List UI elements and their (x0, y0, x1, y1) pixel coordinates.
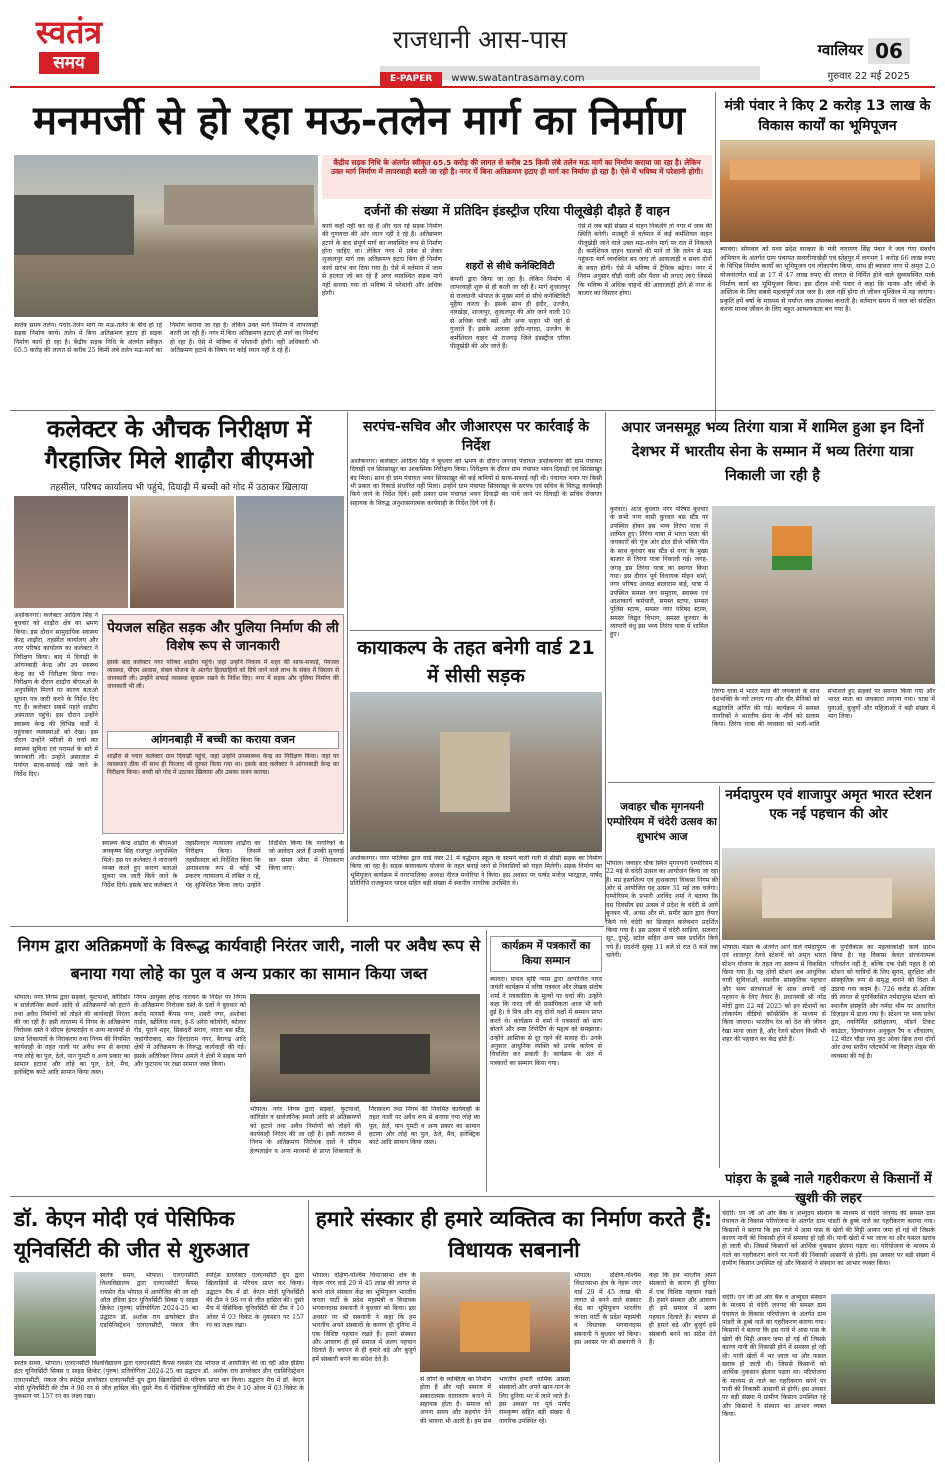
pandra-body-col (722, 1294, 826, 1460)
masthead (0, 0, 945, 86)
lead-body-col3a (450, 223, 570, 405)
collector-photo-1 (14, 496, 128, 608)
tiranga-rule (608, 782, 935, 783)
lead-headline: मनमर्जी से हो रहा मऊ-तलेन मार्ग का निर्माण (33, 98, 685, 144)
sanskar-headline: हमारे संस्कार ही हमारे व्यक्तित्व का निर्माण करते हैं: विधायक सबनानी (315, 1207, 713, 1262)
tiranga-body2: तिरंगा यात्रा में भारत माता की जयकारों के साथ देशभक्ति के नारे लगाए गए और वीर सैनिकों को श्रद्धांजलि अर्पित की गई। कार्यक्रम में समस्त नागरिकों ने भारतीय सेना के शौर्य को सलाम किया। तिरंगा यात्रा की व्यवस्था को भली-भांति संभालते हुए सड़कों पर स्वागत किया गया और भारत माता का जयकारा लगाया गया। यात्रा में युवाओं, बुजुर्गों और महिलाओं ने बड़ी संख्या में भाग लिया। (712, 688, 935, 729)
sanskar-body3-text: भोपाल। दक्षिण-पश्चिम विधानसभा क्षेत्र के नेहरू नगर वार्ड 29 में 45 लाख की लागत से बनने वाले संस्कार केंद्र का भूमिपूजन भारतीय जनता पार्टी के प्रदेश महामंत्री व विधायक भगवानदास सबनानी ने बुधवार को किया। इस अवसर पर श्री सबनानी ने कहा कि हम भारतीय अपने संस्कारों के कारण ही दुनिया में एक विशिष्ट पहचान रखते हैं। हमारे संस्कार और आचरण ही हमें समाज में अलग पहचान दिलाते हैं। बचपन से ही हमारे बड़े और बुजुर्ग हमें संस्कारी बनने का संदेश देते हैं। (574, 1272, 716, 1346)
city-label: ग्वालियर (817, 41, 863, 59)
narmada-headline: नर्मदापुरम एवं शाजापुर अमृत भारत स्टेशन एक नई पहचान की ओर (725, 787, 932, 822)
karyakram-head-box (490, 936, 602, 972)
col-rule-2 (347, 412, 348, 922)
nigam-body3-text: भोपाल। नगर निगम द्वारा सड़कों, फुटपाथों, कॉरिडोर व सार्वजनिक स्थलों आदि से अतिक्रमणों को हटाने तथा अवैध निर्माणों को तोड़ने की कार्यवाही निरंतर की जा रही है। इसी तारतम्य में निगम के अतिक्रमण निरोधक दस्ते ने सीएम हेल्पलाईन व अन्य माध्यमों से प्राप्त शिकायतों के निराकरण तथा निगम की नियमित कार्यवाही के तहत नाली पर अवैध रूप से बनाया गया लोहे का पुल, ठेले, पान गुमटी व अन्य प्रकार का सामान हटाया और लोहे का पुल, ठेले, मैच, इलेक्ट्रिक काटे आदि सामान किया जब्त। (250, 1106, 480, 1155)
col-rule-3 (605, 412, 606, 922)
url-bar (380, 66, 760, 84)
lead-deck: केंद्रीय सड़क निधि के अंतर्गत स्वीकृत 65.5 करोड़ की लागत से करीब 25 किमी लंबे तलेन मऊ मार्ग का निर्माण कराया जा रहा है। लेकिन उक्त मार्ग निर्माण में लापरवाही बरती जा रही है। नगर में बिना अतिक्रमण हटाए ही मार्ग का निर्माण हो रहा है। ऐसे में भविष्य में परेशानी होगी। (330, 158, 703, 177)
karyakram-body: ब्यावरा। माधव सृष्टि न्यास द्वारा आयोजित नारद जयंती कार्यक्रम में वरिष्ठ पत्रकार और लेखक संतोष शर्मा ने पत्रकारिता के मूल्यों पर चर्चा की। उन्होंने कहा कि नारद जी की प्रासंगिकता आज भी बनी हुई है। वे मित्र और शत्रु दोनों पक्षों में सम्मान प्राप्त करते थे। कार्यक्रम में शर्मा ने पत्रकारों को सत्य बोलने और स्पष्ट रिपोर्टिंग के महत्व को समझाया। उन्होंने आस्तिक से दूर रहने की सलाह दी। उनके अनुसार आधुनिक व्यक्ति को उनके कर्तव्य से विचलित कर सकती है। कार्यक्रम के अंत में पत्रकारों का सम्मान किया गया। (490, 976, 602, 1067)
lead-body-col1: स्वतंत्र समय तलेन। पचोर-तलेन मार्ग पर मऊ-तलेन के बीच हो रहे सड़क निर्माण कार्य। तलेन में बिना अतिक्रमण हटाए ही सड़क निर्माण कार्य हो रहा है। केंद्रीय सड़क निधि के अंतर्गत स्वीकृत 65.5 करोड़ की लागत से करीब 25 किमी लंबे तलेन मऊ मार्ग का निर्माण कराया जा रहा है। लेकिन उक्त मार्ग निर्माण में लापरवाही बरती जा रही है। नगर में बिना अतिक्रमण हटाए ही मार्ग का निर्माण हो रहा है। ऐसे में भविष्य में परेशानी होगी। वहीं अधिकारी भी अतिक्रमण हटाने के विषय पर कोई ध्यान नहीं दे रहे हैं। (14, 322, 318, 355)
sanskar-body: भोपाल। दक्षिण-पश्चिम विधानसभा क्षेत्र के नेहरू नगर वार्ड 29 में 45 लाख की लागत से बनने वाले संस्कार केंद्र का भूमिपूजन भारतीय जनता पार्टी के प्रदेश महामंत्री व विधायक भगवानदास सबनानी ने बुधवार को किया। इस अवसर पर श्री सबनानी ने कहा कि हम भारतीय अपने संस्कारों के कारण ही दुनिया में एक विशिष्ट पहचान रखते हैं। हमारे संस्कार और आचरण ही हमें समाज में अलग पहचान दिलाते हैं। बचपन से ही हमारे बड़े और बुजुर्ग हमें संस्कारी बनने का संदेश देते हैं। (312, 1272, 416, 1363)
nigam-body3 (250, 1106, 480, 1190)
sanskar-body2: से लोगों के व्यक्तित्व का निर्माण होता है और यही समाज में सकारात्मक वातावरण बनाने में सहायक होता है। समाज को अपना समय और सहयोग देने की भावना भी आती है। हम सब भारतीय हमारी धार्मिक आस्था संस्कारों और अपने खान-पान के लिए दुनिया भर में जाने जाते हैं। इस अवसर पर पूर्व पार्षद रामकृष्ण सहित बड़ी संख्या में नागरिक उपस्थित रहे। (420, 1376, 570, 1425)
minister-photo (720, 140, 935, 242)
modi-body: स्वतंत्र समय, भोपाल। एलएनसीटी विश्वविद्यालय द्वारा एलएनसीटी कैंपस रायसेन रोड भोपाल में आयोजित की जा रही ऑल इंडिया इंटर यूनिवर्सिटी सिक्स ए साइड क्रिकेट (पुरुष) प्रतियोगिता 2024-25 का उद्घाटन डॉ. अशोक राय डायरेक्टर डीन एडमिनिस्ट्रेशन एलएनसीटी, पंकज जैन स्पोर्ट्स डायरेक्टर एलएनसीटी ग्रुप द्वारा खिलाड़ियों से परिचय प्राप्त कर किया। उद्घाटन मैच में डॉ. केएन मोदी यूनिवर्सिटी की टीम ने 98 रन से जीत हासिल की। दूसरे मैच में पेसिफिक यूनिवर्सिटी की टीम ने 10 ओवर में 03 विकेट के नुकसान पर 157 रन का लक्ष्य रखा। (100, 1272, 304, 1330)
kayakalp-body: अशोकनगर। नगर पालिका द्वारा वार्ड नंबर 21 में वर्द्धमान स्कूल के सामने वाली गली में सीसी सड़क का निर्माण किया जा रहा है। सड़क कायाकल्प योजना के तहत बनाई जाने से निवासियों को राहत मिलेगी। सड़क निर्माण का भूमिपूजन कार्यक्रम में नगरपालिका अध्यक्ष नीरज मनोरिया ने किया। इस अवसर पर पार्षद मनोज भारद्वाज, पार्षद प्रतिनिधि राजकुमार यादव सहित बड़ी संख्या में स्थानीय नागरिक उपस्थित थे। (350, 855, 602, 888)
col-rule-7 (308, 1200, 309, 1462)
section-title: राजधानी आस-पास (392, 25, 568, 54)
narmada-body: भोपाल। मंडल के अंतर्गत आने वाले नर्मदापुरम एवं शाजापुर रेलवे स्टेशनों को अमृत भारत स्टेशन योजना के तहत नए स्वरूप में विकसित किया गया है। यह दोनों स्टेशन अब आधुनिक यात्री सुविधाओं, स्थानीय सांस्कृतिक पहचान और भव्य संरचनाओं के साथ अपनी नई पहचान के लिए तैयार हैं। प्रधानमंत्री श्री नरेंद्र मोदी द्वारा 22 मई 2025 को इन स्टेशनों का लोकार्पण वीडियो कॉन्फ्रेंसिंग के माध्यम से किया जाएगा। भारतीय रेल को देश की जीवन रेखा माना जाता है, और रेलवे स्टेशन किसी भी शहर की पहचान का केंद्र होते हैं। (722, 944, 826, 1043)
lead-body-col4: ऐसे में जब बड़ी संख्या में वाहन निकलेंगे तो नगर में जाम की स्थिति बनेगी। मजबूरी में वर्तमान में कई कर्मशियल वाहन पीलूखेड़ी जाने वाले उक्त मऊ-तलेन मार्ग पर रात में निकलते हैं। कर्मशियल वाहन चालकों की मानें तो कि तलेन से मऊ पहुंचना मार्ग व्यवस्थित बन जाए तो आवाजाही व समय दोनों के बचत होगी। ऐसे में भविष्य में ट्रैफिक बढ़ेगा। नगर में नियम अनुसार चौड़ी नाली और पैदल भी लगाए जाएं जिससे कि भविष्य में अधिक वाहनों की आवाजाही होने से नगर के बाजार का विस्तार होगा। (578, 223, 712, 297)
page-number: 06 (868, 38, 910, 64)
lead-subhead: दर्जनों की संख्या में प्रतिदिन इंडस्ट्रीज एरिया पीलूखेड़ी दौड़ते हैं वाहन (364, 203, 670, 218)
col-rule-5 (719, 786, 720, 1168)
jawahar-body: भोपाल। जवाहर चौक स्थित मृगनयनी एम्पोरियम में 22 मई से चंदेरी उत्सव का आयोजन किया जा रहा है। मप्र हस्तशिल्प एवं हाथकरघा विकास निगम की ओर से आयोजित यह उत्सव 31 मई तक चलेगा। एम्पोरियम के प्रभारी अरविंद शर्मा ने बताया कि दस दिवसीय इस उत्सव में प्रदेश के चंदेरी से आये बुनकर भी, अनस और मो. समीर खान द्वारा तैयार किये गये चंदेरी का डिजाइन कलेक्शन प्रदर्शित किया गया है। इस उत्सव में चंदेरी साड़ियां, सलवार सूट, दुपट्टे, स्टोल सहित अन्य वस्त्र प्रदर्शित किये गये हैं। प्रदर्शनी सुबह 11 बजे से रात 8 बजे तक चलेगी। (606, 860, 718, 959)
kayakalp-photo (350, 692, 602, 852)
collector-box-body: इसके बाद कलेक्टर नगर परिषद शाढ़ौरा पहुंचे। जहां उन्होंने निकाय में शहर की साफ-सफाई, पेयजल व्यवस्था, पीएम आवास, संबल योजना के अंतर्गत हितग्राहियों को दिये जाने वाले लाभ के संबंध में विस्तार से जानकारी ली। उन्होंने सफाई व्यवस्था सुचारू रखने के निर्देश दिए। नगर में सड़क और पुलिया निर्माण की जानकारी भी ली। (107, 659, 339, 691)
lead-body-col2: कार्य कहाँ नहीं कर रहे हैं और चल रहे सड़क निर्माण की गुणवत्ता की ओर ध्यान नहीं दे रहे हैं। अतिक्रमण हटाने के बाद संपूर्ण मार्ग का व्यवस्थित रूप से निर्माण होना चाहिए था। लेकिन नगर में प्रवेश से लेकर शुजालपुर मार्ग तक अतिक्रमण हटाए बिना ही निर्माण कार्य प्रारंभ कर दिया गया है। ऐसे में वर्तमान में जाम से हालात जो बन रहे हैं अगर व्यवस्थित सड़क मार्ग नहीं बनाया गया तो भविष्य में परेशानी और अधिक होगी। (322, 223, 442, 297)
nigam-body2: निगम आयुक्त हरेन्द्र नारायन के निर्देश पर निगम के अतिक्रमण निरोधक दस्ते के दलों ने बुधवार को करोंद पलासी कैंपस नगर, शबरी नगर, अशोका गार्डन, खोलिया नाला, ई-8 अरेरा कॉलोनी, कोलार रोड, पुराने शहर, सिकंदरी सराय, नादरा बस स्टैंड, जहांगीराबाद, संत हिरदाराम नगर, बैरागढ़ आदि क्षेत्रों में अतिक्रमण के विरूद्ध कार्यवाही की गई। इसके अतिरिक्त निगम अमले ने क्षेत्रों में सड़क मार्ग और फुटपाथ पर रखा सामान जब्त किया। (134, 994, 246, 1068)
lead-body-col3: कंपनी द्वारा किया जा रहा है। लेकिन निर्माण में लापरवाही शुरू से ही बरती जा रही है। मार्ग शुजालपुर से राजधानी भोपाल के मुख्य मार्ग से सीधे कनेक्टिविटी मुहैया करता है। इसके साथ ही इंदौर, उज्जैन, नलखेड़ा, शाजापुर, शुजालपुर की ओर जाने वाली 10 से अधिक यात्री बसें और अन्य वाहन भी यहां से गुजरते हैं। इसके अलावा इंदौर-नागदा, उज्जैन के कर्मशियल वाहन भी राजगढ़ जिले इंडस्ट्रीज एरिया पीलूखेड़ी की ओर जाते हैं। (450, 276, 570, 350)
collector-headline: कलेक्टर के औचक निरीक्षण में गैरहाजिर मिले शाढ़ौरा बीएमओ (44, 415, 314, 474)
col-rule-6 (719, 1200, 720, 1462)
collector-box-head2: आंगनबाड़ी में बच्ची का कराया वजन (107, 731, 339, 749)
narmada-photo (722, 848, 935, 940)
minister-headline: मंत्री पंवार ने किए 2 करोड़ 13 लाख के विकास कार्यों का भूमिपूजन (724, 98, 931, 134)
nigam-headline: निगम द्वारा अतिक्रमणों के विरूद्ध कार्यवाही निरंतर जारी, नाली पर अवैध रूप से बनाया गया लोहे का पुल व अन्य प्रकार का सामान किया जब्त (17, 936, 481, 983)
epaper-badge: E-PAPER (380, 72, 442, 86)
masthead-rule (10, 86, 935, 88)
sarpanch-headline: सरपंच-सचिव और जीआरएस पर कार्रवाई के निर्देश (362, 419, 590, 454)
row-rule-2 (10, 926, 604, 927)
logo-top-text: स्वतंत्र (35, 13, 103, 51)
narmada-body2: के पुनर्विकास का महत्वाकांक्षी कार्य प्रारंभ किया है। यह विकास केवल संरचनात्मक परिवर्तन नहीं है, बल्कि एक ऐसी पहल है जो स्टेशन को यात्रियों के लिए सुगम, सुरक्षित और सांस्कृतिक रूप से समृद्ध बनाने की दिशा में उठाया गया कदम है। 726 करोड़ से अधिक की लागत से पुनर्विकसित नर्मदापुरम स्टेशन को स्थानीय संस्कृति और नर्मदा थीम पर आधारित डिज़ाइन में ढाला गया है। स्टेशन पर भव्य प्रवेश द्वार, नवनिर्मित प्रतीक्षालय, मॉडर्न टिकट काउंटर, दिव्यांगजन अनुकूल रैंप व शौचालय, 12 मीटर चौड़ा नया फुट ओवर ब्रिज तथा दोनों ओर उच्च स्तरीय प्लेटफॉर्म पर विस्तृत शेड्स की व्यवस्था की गई है। (831, 944, 935, 1060)
lead-photo (14, 155, 318, 317)
sanskar-body3 (574, 1272, 716, 1462)
collector-body: अशोकनगर। कलेक्टर आदित्य सिंह ने बुधवार को शाढ़ौरा क्षेत्र का भ्रमण किया। इस दौरान सामुदायिक स्वास्थ्य केन्द्र शाढ़ौरा, तहसील कार्यालय और नगर परिषद कार्यालय का कलेक्टर ने निरीक्षण किया। बाद में दियाढ़ी के आंगनबाड़ी केन्द्र और उप स्वास्थ्य केन्द्र का भी निरीक्षण किया गया। निरीक्षण के दौरान शाढ़ौरा बीएमओ के अनुपस्थित मिलने पर कारण बताओ सूचना पत्र जारी करने के निर्देश दिए गए हैं। कलेक्टर सबसे पहले शाढ़ौरा अस्पताल पहुंचे। इस दौरान उन्होंने स्वास्थ्य केन्द्र की विभिन्न वार्डों में पहुंचकर व्यवस्थाओं को देखा। इस दौरान उन्होंने मरीजों से चर्चा कर स्वास्थ्य सुविधा एवं परामर्श के बारे में जानकारी ली। उन्होंने अस्पताल में पर्याप्त साफ-सफाई रखे जाने के निर्देश दिए। (14, 612, 98, 778)
jawahar-headline: जवाहर चौक मृगनयनी एम्पोरियम में चंदेरी उत्सव का शुभारंभ आज (607, 801, 717, 843)
kayakalp-headline: कायाकल्प के तहत बनेगी वार्ड 21 में सीसी सड़क (357, 637, 595, 687)
modi-photo (14, 1272, 96, 1356)
pandra-body: चंदेरी। एन जी ओ ओर बैंक व अभ्युदय संस्थान के माध्यम से चंदेरी जनपद की समस्त ग्राम पंचायत के विकास परियोजना के अंतर्गत ग्राम पांडरी के डूब्बे नाले का गहरीकरण कराया गया। किसानों ने बताया कि इस नाले में आस पास के खेतों की मिट्टी आकर जमा हो गई थी जिसके कारण पानी की निकासी होने में समस्या हो रही थी। पानी खेतों में भर जाता था और फसल खराब हो जाती थी। जिससे किसानों को आर्थिक नुकसान झेलना पड़ता था। परियोजना के माध्यम से नाले का गहरीकरण करने पर पानी की निकासी आसानी से होगी। इस अवसर पर बड़ी संख्या में ग्रामीण किसान उपस्थित रहे और किसानों ने संस्थान का आभार व्यक्त किया। (722, 1210, 935, 1268)
col-rule-4 (486, 930, 487, 1192)
tiranga-body: कुरवार। आज बुधवार नगर परिषद कुरवार के सभी नगर वासी कुरवार बस स्टैंड पर उपस्थित होकर इस भव्य तिरंगा यात्रा में शामिल हुए। तिरंगा यात्रा में भारत माता की जयकारों की गूंज ओर ढोल डीजे भक्ति गीत के साथ कुरवार बस स्टैंड से नगर के मुख्य बाजार से तिरंगा यात्रा निकाली गई। जगह-जगह इस तिरंगा यात्रा का स्वागत किया गया। इस दौरान पूर्व विधायक मोहन शर्मा, नगर परिषद अध्यक्ष बालाराम बाई, यात्रा में उपस्थित समस्त जन समुदाय, स्वास्थ्य एवं आशाकार्य कर्मचारी, समस्त स्टाफ, समस्त पुलिस स्टाफ, समस्त नगर परिषद स्टाफ, समस्त विद्युत विभाग, समस्त कुरवार के व्यापारी बंधु इस भव्य तिरंगा यात्रा में शामिल हुए। (610, 506, 708, 639)
site-url[interactable]: www.swatantrasamay.com (451, 73, 585, 84)
issue-date: गुरुवार 22 मई 2025 (827, 71, 910, 82)
collector-box-head: पेयजल सहित सड़क और पुलिया निर्माण की ली विशेष रूप से जानकारी (107, 620, 339, 654)
collector-box-body2: शाढ़ौरा से पचार कलेक्टर ग्राम दियाढ़ी पहुंचे, जहां उन्होंने उपस्वास्थ्य केन्द्र का निरीक्षण किया। जहां पर व्यवस्थाएं ठीक थीं साथ ही फिजाद भी दुरुस्त किया गया था। इसके बाद कलेक्टर ने आंगनबाड़ी केन्द्र का निरीक्षण किया। बच्ची को गोद में उठाकर खिलाया और उसका वजन कराया। (107, 753, 339, 777)
collector-box (102, 614, 344, 834)
lead-sidebar-head: शहरों से सीधे कनेक्टिविटी (465, 261, 555, 272)
sarpanch-rule (350, 630, 602, 631)
row-rule (10, 410, 935, 411)
collector-subhead: तहसील, परिषद कार्यालय भी पहुंचे, दियाढ़ी में बच्ची को गोद में उठाकर खिलाया (50, 483, 308, 493)
karyakram-headline: कार्यक्रम में पत्रकारों का किया सम्मान (501, 940, 591, 967)
tiranga-headline: अपार जनसमूह भव्य तिरंगा यात्रा में शामिल हुआ इन दिनों देशभर में भारतीय सेना के सम्मान में भव्य तिरंगा यात्रा निकाली जा रही है (621, 420, 924, 484)
collector-photo-3 (236, 496, 344, 608)
pandra-body-col-text: चंदेरी। एन जी ओ ओर बैंक व अभ्युदय संस्थान के माध्यम से चंदेरी जनपद की समस्त ग्राम पंचायत के विकास परियोजना के अंतर्गत ग्राम पांडरी के डूब्बे नाले का गहरीकरण कराया गया। किसानों ने बताया कि इस नाले में आस पास के खेतों की मिट्टी आकर जमा हो गई थी जिसके कारण पानी की निकासी होने में समस्या हो रही थी। पानी खेतों में भर जाता था और फसल खराब हो जाती थी। जिससे किसानों को आर्थिक नुकसान झेलना पड़ता था। परियोजना के माध्यम से नाले का गहरीकरण करने पर पानी की निकासी आसानी से होगी। इस अवसर पर बड़ी संख्या में ग्रामीण किसान उपस्थित रहे और किसानों ने संस्थान का आभार व्यक्त किया। (722, 1294, 826, 1419)
modi-body2-text: स्वतंत्र समय, भोपाल। एलएनसीटी विश्वविद्यालय द्वारा एलएनसीटी कैंपस रायसेन रोड भोपाल में आयोजित की जा रही ऑल इंडिया इंटर यूनिवर्सिटी सिक्स ए साइड क्रिकेट (पुरुष) प्रतियोगिता 2024-25 का उद्घाटन डॉ. अशोक राय डायरेक्टर डीन एडमिनिस्ट्रेशन एलएनसीटी, पंकज जैन स्पोर्ट्स डायरेक्टर एलएनसीटी ग्रुप द्वारा खिलाड़ियों से परिचय प्राप्त कर किया। उद्घाटन मैच में डॉ. केएन मोदी यूनिवर्सिटी की टीम ने 98 रन से जीत हासिल की। दूसरे मैच में पेसिफिक यूनिवर्सिटी की टीम ने 10 ओवर में 03 विकेट के नुकसान पर 157 रन का लक्ष्य रखा। (14, 1360, 304, 1401)
sarpanch-body: अशोकनगर। कलेक्टर आदित्य सिंह ने बुधवार को भ्रमण के दौरान जनपद पंचायत अशोकनगर की ग्राम पंचायत दियाढ़ी एवं सिरसाखुर का आकस्मिक निरीक्षण किया। निरीक्षण के दौरान ग्राम पंचायत भवन दियाढ़ी एवं सिरसाखुर बंद मिला। साथ ही ग्राम पंचायत भवन सिरसाखुर की कई कमियों से साफ-सफाई नहीं थी। पंचायत भवन पर किसी भी प्रकार का रिकार्ड संधारित नहीं मिला। उन्होंने ग्राम पंचायत सिरसाखुर के सरपंच एवं सचिव के विरुद्ध कार्यवाही किये जाने के निर्देश दिये। इसी प्रकार ग्राम पंचायत भवन दियाढ़ी बंद पाये जाने पर दियाढ़ी के सचिव रोजगार सहायक के विरुद्ध अनुशासनात्मक कार्यवाही के निर्देश दिये गये हैं। (350, 458, 602, 507)
pandra-headline: पांड़रा के डूब्बे नाले गहरीकरण से किसानों में खुशी की लहर (725, 1172, 932, 1206)
lead-deck-box (322, 155, 712, 199)
sanskar-photo (420, 1272, 570, 1372)
logo[interactable] (14, 14, 124, 80)
logo-bottom-text: समय (39, 52, 99, 74)
modi-body2 (14, 1360, 304, 1460)
nigam-photo (250, 994, 480, 1102)
collector-body2: स्वास्थ्य केन्द्र शाढ़ौरा के बीएमओ जयकृष्ण सिंह राजपूत अनुपस्थित मिले। इस पर कलेक्टर ने नाराजगी व्यक्त करते हुए कारण बताओ सूचना पत्र जारी किये जाने के निर्देश दिये। इसके बाद कलेक्टर ने तहसीलदार न्यायालय शाढ़ौरा का निरीक्षण किया। जिसमें तहसीलदार को निर्देशित किया कि अनावश्यक रूप से कोई भी प्रकरण न्यायालय में लंबित न रहे, यह सुनिश्चित किया जाए। उन्होंने निर्देशित किया कि नागरिकों के जो आवेदन आते हैं उनकी सुनवाई कर समय सीमा में निराकरण किया जाए। (102, 840, 344, 889)
tiranga-photo (712, 506, 935, 684)
modi-headline: डॉ. केएन मोदी एवं पेसिफिक यूनिवर्सिटी की जीत से शुरुआत (14, 1207, 249, 1262)
minister-body: ब्यावरा। सोमवार को मध्य प्रदेश सरकार के मंत्री नारायण सिंह पंवार ने जल गंगा संवर्धन अभियान के अंतर्गत ग्राम पंचायत सलारीयाखेड़ी एवं स्तेहपुर में लगभग 1 करोड़ 66 लाख रुपए के विभिन्न निर्माण कार्यों का भूमिपूजन एवं लोकार्पण किया, साथ ही ब्यावरा नगर में अमृत 2.0 योजनांतर्गत वार्ड क्र 17 में 47 लाख रुपए की लागत से निर्मित होने वाले सुव्यवस्थित पार्क निर्माण कार्य का भूमिपूजन किया। इस दौरान मंत्री पंवार ने कहा कि मानव और जीवों के अस्तित्व के लिए सबसे महत्वपूर्ण तत्व जल है। जल नहीं होगा तो जीवन मुश्किल में पड़ जाएगा। प्रकृति हमें वर्षा के माध्यम से पर्याप्त जल उपलब्ध कराती है। वर्तमान समय में जल को संरक्षित करना मानव जीवन के लिए बहुत आवश्यकता बन गया है। (720, 245, 935, 314)
nigam-body: भोपाल। नगर निगम द्वारा सड़कों, फुटपाथों, कॉरिडोर व सार्वजनिक स्थलों आदि से अतिक्रमणों को हटाने तथा अवैध निर्माणों को तोड़ने की कार्यवाही निरंतर की जा रही है। इसी तारतम्य में निगम के अतिक्रमण निरोधक दस्ते ने सीएम हेल्पलाईन व अन्य माध्यमों से प्राप्त शिकायतों के निराकरण तथा निगम की नियमित कार्यवाही के तहत नाली पर अवैध रूप से बनाया गया लोहे का पुल, ठेले, पान गुमटी व अन्य प्रकार का सामान हटाया और लोहे का पुल, ठेले, मैच, इलेक्ट्रिक काटे आदि सामान किया जब्त। (14, 994, 130, 1077)
pandra-photo (831, 1294, 935, 1404)
collector-photo-2 (130, 496, 234, 608)
col-rule (715, 92, 716, 422)
